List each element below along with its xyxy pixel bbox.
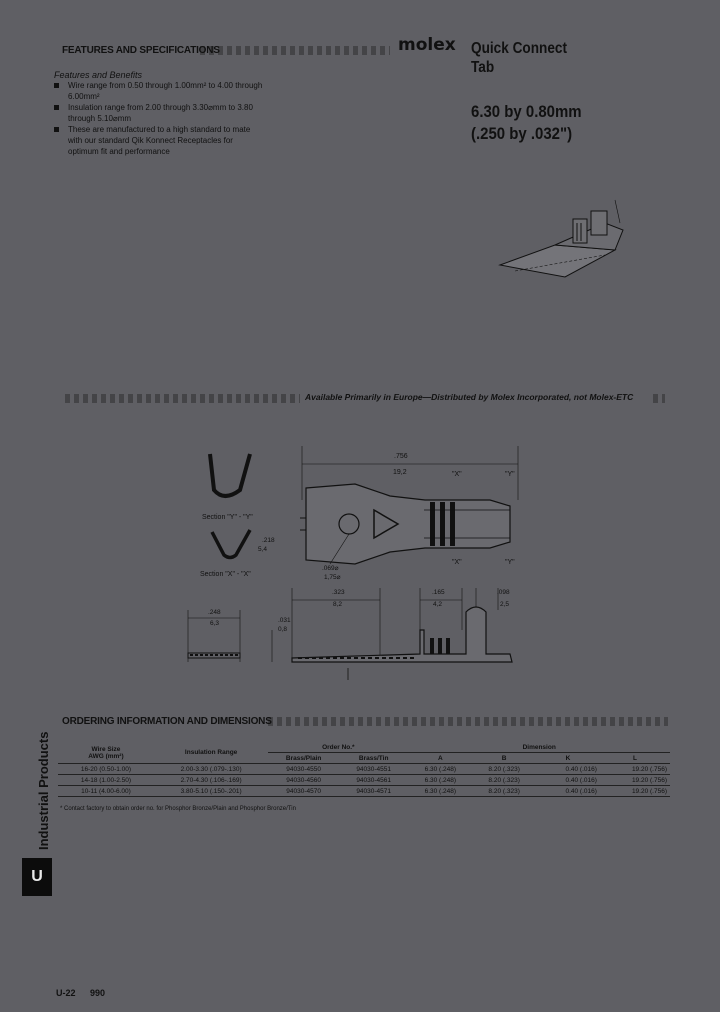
technical-drawing: [180, 440, 525, 690]
features-subtitle: Features and Benefits: [54, 70, 143, 80]
cell-insulation: 3.80-5.10 (.150-.201): [154, 786, 268, 797]
product-illustration: [495, 195, 645, 290]
dim-031: .031: [278, 617, 291, 624]
cell-k: 0.40 (.016): [536, 786, 600, 797]
product-size: [471, 101, 582, 145]
feature-item: Insulation range from 2.00 through 3.30⌀mm to 3.80 through 5.10⌀mm: [54, 102, 264, 124]
banner-rule-right: [653, 394, 665, 403]
section-title-rule: [200, 46, 390, 55]
section-tab-u: U: [22, 858, 52, 896]
label-x-top: "X": [452, 471, 462, 478]
cell-b: 8.20 (.323): [472, 775, 536, 786]
col-insulation: Insulation Range: [154, 742, 268, 764]
dim-323: .323: [332, 589, 345, 596]
cell-k: 0.40 (.016): [536, 775, 600, 786]
feature-item: These are manufactured to a high standard to mate with our standard Qik Konnect Receptacles for optimum fit and performance: [54, 124, 264, 157]
table-footnote: * Contact factory to obtain order no. for Phosphor Bronze/Plain and Phosphor Bronze/Tin: [60, 806, 296, 812]
dim-19-2: 19,2: [393, 469, 407, 476]
dim-4-2: 4,2: [433, 601, 443, 608]
dim-218: .218: [262, 537, 275, 544]
availability-banner: Available Primarily in Europe—Distributed by Molex Incorporated, not Molex-ETC: [305, 392, 634, 402]
dim-0-8: 0,8: [278, 626, 288, 633]
dim-2-5: 2,5: [500, 601, 510, 608]
molex-logo: molex: [398, 35, 456, 55]
table-header-row: [58, 742, 670, 753]
label-x-bottom: "X": [452, 559, 462, 566]
ordering-title-rule: [268, 717, 668, 726]
cell-brass-tin: 94030-4561: [339, 775, 408, 786]
cell-insulation: 2.00-3.30 (.079-.130): [154, 764, 268, 775]
cell-b: 8.20 (.323): [472, 764, 536, 775]
dim-8-2: 8,2: [333, 601, 343, 608]
col-wire-size-line2: AWG (mm²): [88, 752, 124, 760]
table-row: [58, 764, 670, 775]
dim-098: .098: [497, 589, 510, 596]
section-yy-label: Section "Y" - "Y": [202, 514, 253, 521]
feature-item: Wire range from 0.50 through 1.00mm² to 4.00 through 6.00mm²: [54, 80, 264, 102]
cell-brass-plain: 94030-4560: [268, 775, 339, 786]
product-title-line1: Quick Connect: [471, 40, 567, 57]
cell-brass-tin: 94030-4571: [339, 786, 408, 797]
col-brass-tin: Brass/Tin: [339, 753, 408, 764]
cell-l: 19.20 (.756): [600, 786, 670, 797]
dim-756: .756: [394, 453, 408, 460]
banner-rule-left: [65, 394, 300, 403]
dim-6-3: 6,3: [210, 620, 220, 627]
cell-wire: 16-20 (0.50-1.00): [58, 764, 154, 775]
label-y-top: "Y": [505, 471, 515, 478]
dim-5-4: 5,4: [258, 546, 268, 553]
col-order-no: Order No.*: [268, 742, 408, 753]
cell-b: 8.20 (.323): [472, 786, 536, 797]
document-code: 990: [90, 988, 106, 998]
cell-brass-plain: 94030-4550: [268, 764, 339, 775]
col-a: A: [408, 753, 472, 764]
cell-insulation: 2.70-4.30 (.106-.169): [154, 775, 268, 786]
cell-a: 6.30 (.248): [408, 764, 472, 775]
label-y-bottom: "Y": [505, 559, 515, 566]
cell-brass-tin: 94030-4551: [339, 764, 408, 775]
cell-l: 19.20 (.756): [600, 764, 670, 775]
col-wire-size: [58, 742, 154, 764]
ordering-section-title: ORDERING INFORMATION AND DIMENSIONS: [62, 716, 272, 727]
table-row: [58, 786, 670, 797]
features-section-title: FEATURES AND SPECIFICATIONS: [62, 45, 220, 56]
col-brass-plain: Brass/Plain: [268, 753, 339, 764]
product-title: [471, 39, 567, 77]
col-b: B: [472, 753, 536, 764]
product-title-line2: Tab: [471, 59, 495, 76]
cell-wire: 14-18 (1.00-2.50): [58, 775, 154, 786]
ordering-table: [58, 742, 670, 797]
dim-165: .165: [432, 589, 445, 596]
dim-1-75: 1,75⌀: [324, 574, 341, 581]
cell-k: 0.40 (.016): [536, 764, 600, 775]
cell-brass-plain: 94030-4570: [268, 786, 339, 797]
col-k: K: [536, 753, 600, 764]
dim-248: .248: [208, 609, 221, 616]
side-section-label: Industrial Products: [36, 731, 51, 850]
cell-a: 6.30 (.248): [408, 786, 472, 797]
product-size-mm: 6.30 by 0.80mm: [471, 102, 582, 121]
cell-a: 6.30 (.248): [408, 775, 472, 786]
features-block: [54, 70, 264, 157]
col-wire-size-line1: Wire Size: [91, 745, 121, 753]
dim-069: .069⌀: [322, 565, 339, 572]
table-row: [58, 775, 670, 786]
cell-wire: 10-11 (4.00-6.00): [58, 786, 154, 797]
col-dimension: Dimension: [408, 742, 670, 753]
features-list: [54, 80, 264, 157]
product-size-in: (.250 by .032"): [471, 124, 573, 143]
page-number: U-22: [56, 988, 76, 998]
col-l: L: [600, 753, 670, 764]
cell-l: 19.20 (.756): [600, 775, 670, 786]
section-xx-label: Section "X" - "X": [200, 571, 251, 578]
